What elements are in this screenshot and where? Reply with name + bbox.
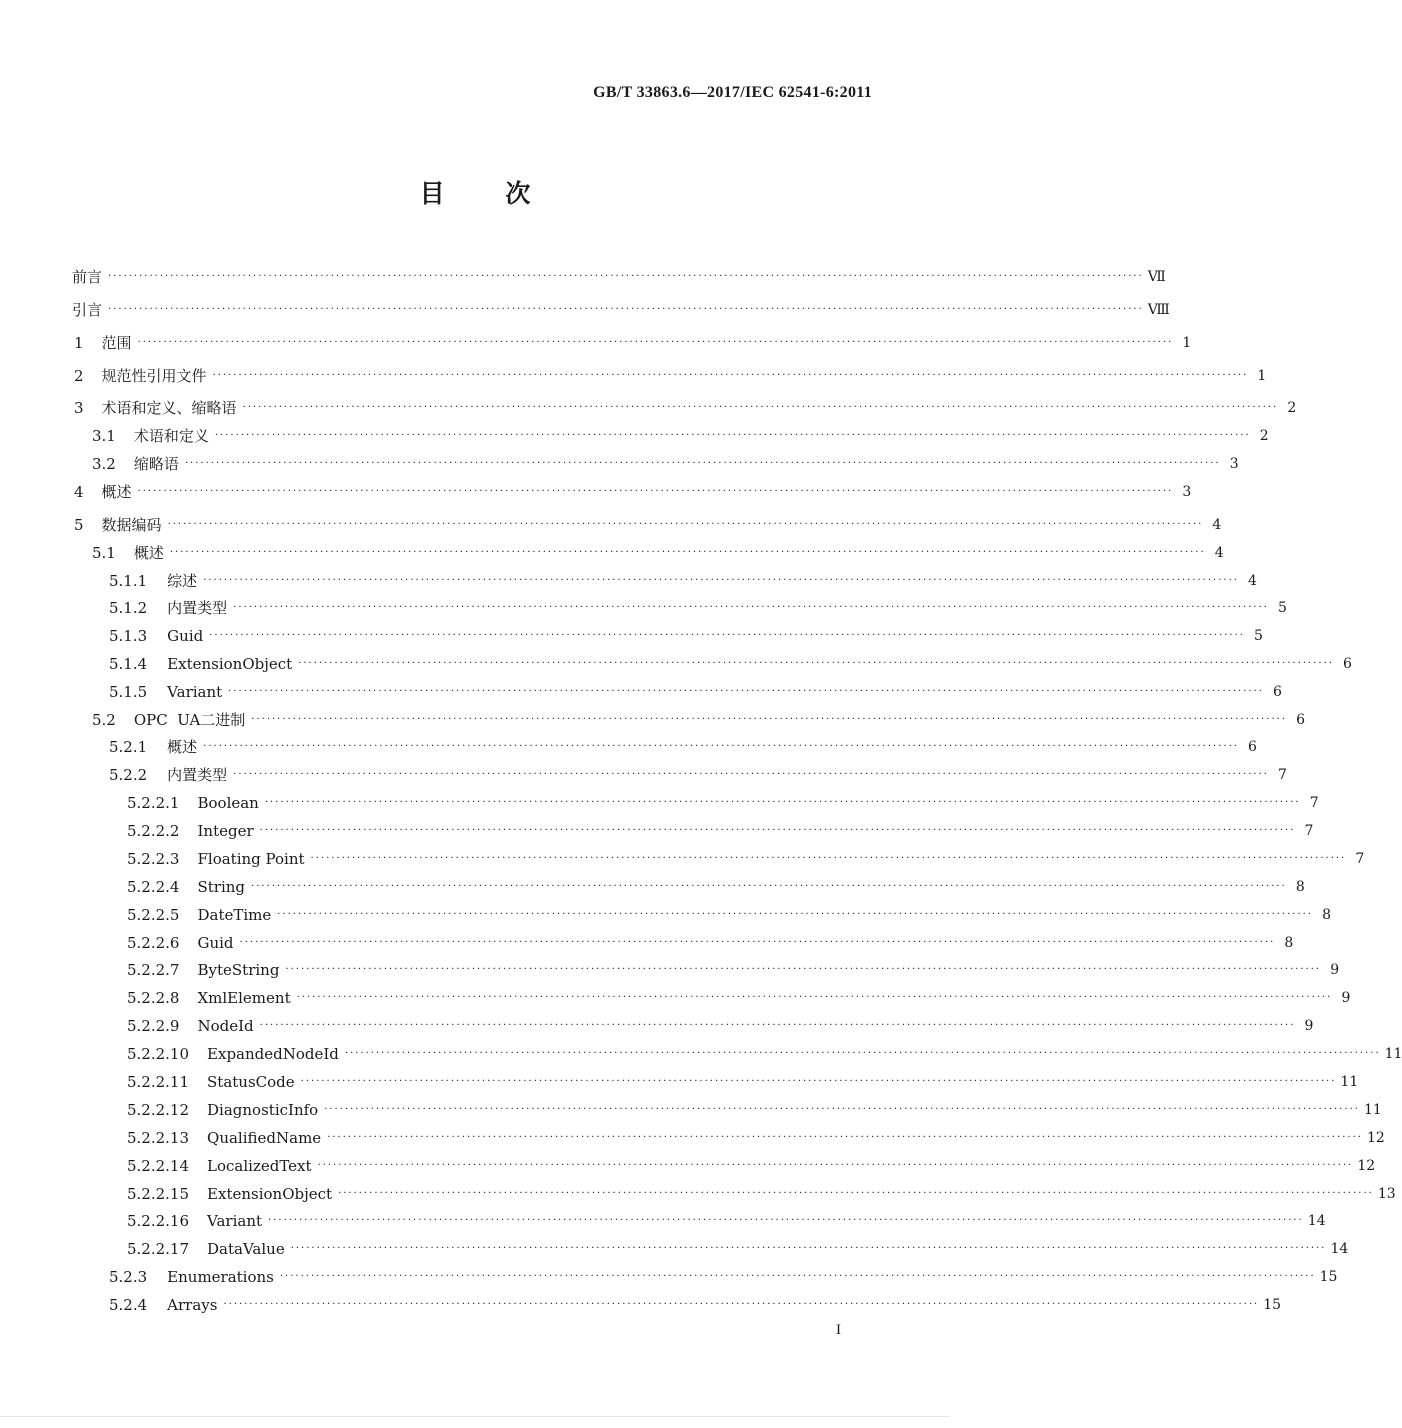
toc-entry-label: QualifiedName: [207, 1129, 322, 1147]
toc-entry-label: Variant: [167, 683, 223, 701]
toc-entry[interactable]: [127, 1039, 1402, 1063]
toc-entry-number: 5.2: [92, 711, 116, 729]
toc-entry[interactable]: [109, 1290, 1282, 1314]
toc-leader-dots: ········································································································································································································: [251, 714, 1288, 725]
toc-entry-number: 5.1.4: [109, 655, 148, 673]
toc-entry-number: 5.2.2.8: [127, 989, 180, 1007]
toc-entry-label: 前言: [72, 268, 103, 286]
toc-entry-label: Enumerations: [167, 1268, 274, 1286]
toc-entry[interactable]: [109, 566, 1257, 590]
toc-entry[interactable]: [92, 421, 1269, 445]
toc-entry[interactable]: [127, 900, 1332, 924]
toc-entry-number: 5.2.2.9: [127, 1017, 180, 1035]
toc-entry-label: 概述: [167, 738, 198, 756]
toc-leader-dots: ········································································································································································································: [259, 825, 1296, 836]
toc-entry-page: 7: [1278, 767, 1287, 783]
toc-entry-page: 5: [1254, 628, 1263, 644]
toc-entry-page: 13: [1377, 1186, 1396, 1202]
toc-entry-page: 14: [1330, 1241, 1349, 1257]
toc-entry[interactable]: [109, 760, 1287, 784]
page-title: 目 次: [419, 179, 531, 208]
toc-leader-dots: ········································································································································································································: [264, 797, 1301, 808]
toc-entry-label: 术语和定义、缩略语: [101, 399, 237, 417]
toc-leader-dots: ········································································································································································································: [233, 769, 1269, 780]
toc-entry-number: 3.1: [92, 427, 116, 445]
toc-entry-number: 5.2.1: [109, 738, 148, 756]
toc-entry-number: 5.2.2.6: [127, 934, 180, 952]
toc-entry-page: 11: [1384, 1046, 1402, 1062]
toc-entry-number: 3.2: [92, 455, 116, 473]
toc-entry[interactable]: [74, 328, 1192, 352]
page-number: I: [836, 1322, 841, 1338]
toc-entry[interactable]: [74, 477, 1192, 501]
toc-leader-dots: ········································································································································································································: [300, 1076, 1337, 1087]
toc-leader-dots: ········································································································································································································: [279, 1271, 1316, 1282]
toc-entry-page: 4: [1248, 573, 1257, 589]
toc-leader-dots: ········································································································································································································: [259, 1020, 1296, 1031]
toc-leader-dots: ········································································································································································································: [268, 1215, 1304, 1226]
toc-entry-number: 5.2.2.10: [127, 1045, 190, 1063]
toc-entry[interactable]: [127, 928, 1294, 952]
toc-leader-dots: ········································································································································································································: [167, 519, 1204, 530]
toc-entry-label: Guid: [197, 934, 234, 952]
toc-entry-label: 缩略语: [133, 455, 179, 473]
toc-leader-dots: ········································································································································································································: [277, 909, 1314, 920]
toc-entry-number: 5.2.2: [109, 766, 148, 784]
toc-leader-dots: ········································································································································································································: [298, 658, 1334, 669]
toc-entry-number: 5: [74, 516, 84, 534]
toc-entry-label: 内置类型: [167, 766, 228, 784]
toc-entry-page: 9: [1304, 1018, 1314, 1034]
toc-entry-label: 概述: [101, 483, 132, 501]
toc-entry[interactable]: [127, 1123, 1385, 1147]
toc-leader-dots: ········································································································································································································: [290, 1243, 1327, 1254]
toc-entry-label: XmlElement: [197, 989, 291, 1007]
toc-leader-dots: ········································································································································································································: [317, 1160, 1354, 1171]
toc-entry-label: 范围: [101, 334, 132, 352]
toc-entry-number: 5.2.2.15: [127, 1185, 190, 1203]
toc-entry-page: 11: [1340, 1074, 1359, 1090]
toc-entry-number: 4: [74, 483, 84, 501]
toc-entry-label: 综述: [167, 572, 198, 590]
toc-leader-dots: ········································································································································································································: [209, 630, 1245, 641]
toc-entry-label: 数据编码: [101, 516, 162, 534]
toc-entry[interactable]: [72, 262, 1166, 286]
toc-entry-number: 5.2.2.4: [127, 878, 180, 896]
toc-entry-number: 5.2.2.1: [127, 794, 180, 812]
toc-leader-dots: ········································································································································································································: [203, 575, 1239, 586]
toc-entry-page: Ⅷ: [1147, 302, 1170, 318]
toc-entry-label: Integer: [197, 822, 254, 840]
toc-entry-page: 6: [1248, 739, 1257, 755]
toc-entry-number: 2: [74, 367, 84, 385]
toc-entry[interactable]: [74, 361, 1267, 385]
toc-entry[interactable]: [74, 393, 1297, 417]
toc-entry[interactable]: [109, 1262, 1338, 1286]
toc-leader-dots: ········································································································································································································: [310, 853, 1347, 864]
toc-entry-page: 3: [1229, 456, 1239, 472]
toc-leader-dots: ········································································································································································································: [108, 271, 1144, 282]
toc-entry-label: String: [197, 878, 246, 896]
toc-entry-label: ExpandedNodeId: [207, 1045, 339, 1063]
toc-entry-page: 4: [1214, 545, 1224, 561]
toc-entry-label: ExtensionObject: [167, 655, 293, 673]
toc-entry[interactable]: [127, 1067, 1359, 1091]
toc-entry-page: 5: [1278, 600, 1287, 616]
toc-entry[interactable]: [72, 295, 1170, 319]
toc-entry[interactable]: [109, 677, 1282, 701]
toc-entry[interactable]: [74, 510, 1222, 534]
toc-leader-dots: ········································································································································································································: [137, 486, 1174, 497]
toc-entry-number: 3: [74, 399, 84, 417]
toc-entry-page: 6: [1296, 712, 1306, 728]
toc-entry-page: 12: [1357, 1158, 1376, 1174]
toc-entry-number: 5.1.5: [109, 683, 148, 701]
toc-entry[interactable]: [92, 538, 1224, 562]
toc-entry-page: 3: [1182, 484, 1192, 500]
toc-leader-dots: ········································································································································································································: [228, 686, 1264, 697]
toc-entry-page: 2: [1259, 428, 1269, 444]
toc-entry-label: DataValue: [207, 1240, 285, 1258]
toc-entry[interactable]: [92, 705, 1306, 729]
toc-leader-dots: ········································································································································································································: [169, 547, 1206, 558]
toc-entry-number: 5.2.3: [109, 1268, 148, 1286]
toc-entry[interactable]: [127, 955, 1340, 979]
toc-entry[interactable]: [127, 788, 1319, 812]
toc-entry-number: 5.1.1: [109, 572, 148, 590]
toc-entry[interactable]: [127, 1095, 1382, 1119]
toc-entry-label: DateTime: [197, 906, 272, 924]
toc-entry[interactable]: [127, 1151, 1376, 1175]
toc-leader-dots: ········································································································································································································: [296, 992, 1333, 1003]
toc-entry-page: 9: [1341, 990, 1351, 1006]
toc-entry-number: 5.2.2.11: [127, 1073, 190, 1091]
toc-entry-label: Guid: [167, 627, 204, 645]
toc-entry-label: ExtensionObject: [207, 1185, 333, 1203]
toc-entry-number: 5.2.2.14: [127, 1157, 190, 1175]
toc-entry-page: 1: [1257, 368, 1267, 384]
toc-entry-label: 内置类型: [167, 599, 228, 617]
toc-leader-dots: ········································································································································································································: [324, 1104, 1360, 1115]
toc-entry-page: 6: [1273, 684, 1282, 700]
toc-entry[interactable]: [127, 1206, 1326, 1230]
toc-entry-label: 引言: [72, 301, 103, 319]
toc-entry-page: 1: [1182, 335, 1192, 351]
toc-entry-number: 5.2.2.7: [127, 961, 180, 979]
toc-leader-dots: ········································································································································································································: [338, 1188, 1374, 1199]
toc-entry-page: 12: [1366, 1130, 1385, 1146]
toc-entry[interactable]: [127, 983, 1351, 1007]
toc-entry-number: 5.2.2.13: [127, 1129, 190, 1147]
toc-entry-label: 术语和定义: [133, 427, 209, 445]
toc-entry-page: 8: [1322, 907, 1332, 923]
toc-entry-number: 1: [74, 334, 84, 352]
toc-entry-page: 7: [1355, 851, 1365, 867]
toc-entry-label: Floating Point: [197, 850, 305, 868]
toc-entry[interactable]: [127, 816, 1314, 840]
toc-leader-dots: ········································································································································································································: [184, 458, 1221, 469]
toc-entry-page: 7: [1304, 823, 1314, 839]
toc-entry-number: 5.2.2.12: [127, 1101, 190, 1119]
toc-leader-dots: ········································································································································································································: [214, 430, 1251, 441]
toc-leader-dots: ········································································································································································································: [233, 602, 1269, 613]
toc-entry-label: StatusCode: [207, 1073, 295, 1091]
toc-entry-number: 5.2.2.5: [127, 906, 180, 924]
toc-entry-label: ByteString: [197, 961, 280, 979]
toc-entry-label: Arrays: [167, 1296, 218, 1314]
toc-entry-page: 9: [1330, 962, 1340, 978]
toc-leader-dots: ········································································································································································································: [203, 741, 1239, 752]
toc-entry-label: NodeId: [197, 1017, 254, 1035]
toc-entry-page: 8: [1295, 879, 1305, 895]
toc-leader-dots: ········································································································································································································: [251, 881, 1287, 892]
toc-entry-label: 概述: [133, 544, 164, 562]
toc-leader-dots: ········································································································································································································: [242, 402, 1279, 413]
toc-entry[interactable]: [127, 1179, 1396, 1203]
toc-entry-label: 规范性引用文件: [101, 367, 207, 385]
toc-entry-label: Variant: [207, 1212, 263, 1230]
toc-entry[interactable]: [92, 449, 1239, 473]
toc-entry[interactable]: [127, 844, 1365, 868]
toc-entry-page: 2: [1287, 400, 1297, 416]
toc-entry[interactable]: [127, 1234, 1349, 1258]
toc-entry[interactable]: [127, 872, 1305, 896]
toc-entry-page: 11: [1363, 1102, 1382, 1118]
toc-leader-dots: ········································································································································································································: [223, 1299, 1260, 1310]
toc-entry-page: 6: [1343, 656, 1352, 672]
toc-entry-page: 15: [1263, 1297, 1282, 1313]
toc-entry-number: 5.1.2: [109, 599, 148, 617]
toc-entry[interactable]: [109, 593, 1287, 617]
toc-entry-label: OPC UA二进制: [133, 711, 246, 729]
toc-entry-page: Ⅶ: [1147, 269, 1166, 285]
toc-entry-label: Boolean: [197, 794, 259, 812]
toc-entry-number: 5.2.2.16: [127, 1212, 190, 1230]
document-header-standard-id: GB/T 33863.6—2017/IEC 62541-6:2011: [593, 84, 872, 101]
toc-entry-page: 14: [1307, 1213, 1326, 1229]
toc-entry[interactable]: [127, 1011, 1314, 1035]
toc-leader-dots: ········································································································································································································: [344, 1048, 1381, 1059]
toc-entry-label: DiagnosticInfo: [207, 1101, 319, 1119]
toc-entry-number: 5.2.4: [109, 1296, 148, 1314]
toc-leader-dots: ········································································································································································································: [285, 964, 1322, 975]
toc-entry-page: 7: [1309, 795, 1319, 811]
toc-entry-number: 5.2.2.3: [127, 850, 180, 868]
toc-entry-number: 5.1.3: [109, 627, 148, 645]
toc-leader-dots: ········································································································································································································: [239, 937, 1276, 948]
toc-leader-dots: ········································································································································································································: [327, 1132, 1363, 1143]
toc-entry-page: 15: [1319, 1269, 1338, 1285]
toc-entry-page: 4: [1212, 517, 1222, 533]
toc-leader-dots: ········································································································································································································: [108, 304, 1144, 315]
toc-entry-page: 8: [1284, 935, 1294, 951]
toc-entry-number: 5.1: [92, 544, 116, 562]
toc-leader-dots: ········································································································································································································: [212, 370, 1249, 381]
toc-entry-number: 5.2.2.2: [127, 822, 180, 840]
page-bottom-edge: [0, 1416, 950, 1417]
toc-entry[interactable]: [109, 649, 1352, 673]
toc-leader-dots: ········································································································································································································: [137, 337, 1174, 348]
toc-entry-number: 5.2.2.17: [127, 1240, 190, 1258]
toc-entry[interactable]: [109, 621, 1263, 645]
toc-entry[interactable]: [109, 732, 1257, 756]
toc-entry-label: LocalizedText: [207, 1157, 312, 1175]
